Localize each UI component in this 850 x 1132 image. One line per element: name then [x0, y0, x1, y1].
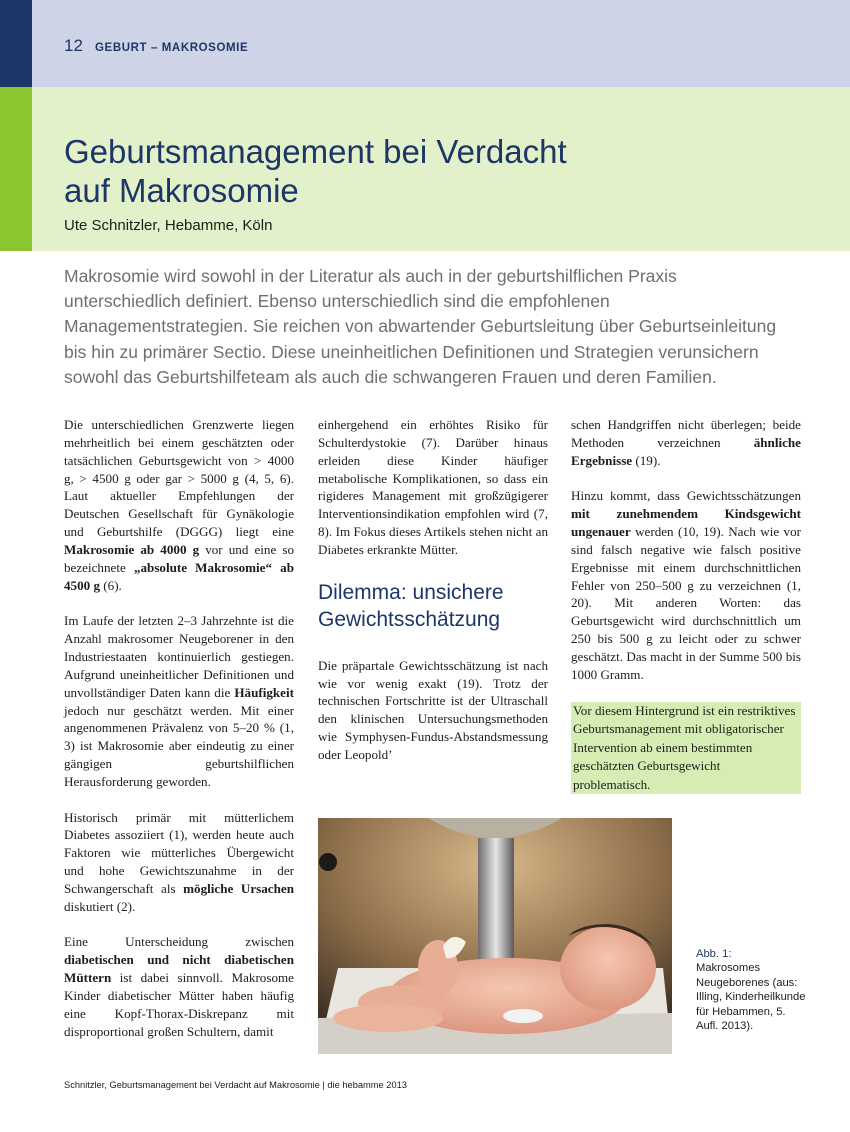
newborn-photo	[318, 818, 672, 1054]
header-accent-bar	[0, 0, 32, 87]
title-accent-bar	[0, 87, 32, 251]
footer-citation: Schnitzler, Geburtsmanagement bei Verdacht auf Makrosomie | die hebamme 2013	[64, 1080, 407, 1090]
paragraph: Die unterschiedlichen Grenzwerte liegen mehrheitlich bei einem geschätzten oder tatsächlichen Geburtsgewicht von > 4000 g, > 4500 g oder gar > 5000 g (4, 5, 6). Laut aktueller Empfehlungen der Deutschen Gesellschaft für Gynäkologie und Geburtshilfe (DGGG) liegt eine Makrosomie ab 4000 g vor und eine so bezeichnete „absolute Makrosomie“ ab 4500 g (6).	[64, 417, 295, 593]
figure-label: Abb. 1:	[696, 948, 732, 960]
article-title	[64, 132, 764, 210]
paragraph: Hinzu kommt, dass Gewichtsschätzungen mit zunehmendem Kindsgewicht ungenauer werden (10, 19). Nach wie vor sind falsch negative wie falsch positive Ergebnisse mit einem durchschnittlichen Fehler von 250–500 g zu verzeichnen (1, 20). Mit anderen Worten: das Geburtsgewicht wird durchschnittlich um 250 bis 500 g zu leicht oder zu schwer geschätzt. Das macht in der Summe 500 bis 1000 Gramm.	[571, 488, 801, 682]
section-heading: Dilemma: unsichere Gewichtsschätzung	[318, 580, 504, 631]
author-line: Ute Schnitzler, Hebamme, Köln	[64, 217, 273, 234]
title-line-1: Geburtsmanagement bei Verdacht	[64, 133, 567, 170]
paragraph: einhergehend ein erhöhtes Risiko für Schulterdystokie (7). Darüber hinaus erleiden diese Kinder häufiger metabolische Komplikationen, so dass ein rigideres Management mit großzügigerer Interventionsindikation empfohlen wird (7, 8). Im Fokus dieses Artikels stehen nicht an Diabetes erkrankte Mütter.	[318, 417, 548, 557]
text-column-1	[64, 416, 294, 1058]
figure-caption	[696, 947, 806, 1033]
paragraph: Im Laufe der letzten 2–3 Jahrzehnte ist die Anzahl makrosomer Neugeborener in den Industriestaaten kontinuierlich gestiegen. Aufgrund uneinheitlicher Definitionen und unvollständiger Daten kann die Häufigkeit jedoch nur geschätzt werden. Mit einer angenommenen Prävalenz von 5–20 % (1, 3) ist Makrosomie aber eindeutig zu einer gängigen geburtshilflichen Herausforderung geworden.	[64, 613, 294, 789]
paragraph: Die präpartale Gewichtsschätzung ist nach wie vor wenig exakt (19). Trotz der technischen Fortschritte ist der Ultraschall den klinischen Untersuchungsmethoden wie Symphysen-Fundus-Abstandsmessung oder Leopold’	[318, 657, 548, 762]
figure-caption-text: Makrosomes Neugeborenes (aus: Illing, Kinderheilkunde für Hebammen, 5. Aufl. 2013).	[696, 962, 806, 1033]
paragraph: Historisch primär mit mütterlichem Diabetes assoziiert (1), werden heute auch Faktoren wie mütterliches Übergewicht und hohe Gewichtszunahme in der Schwangerschaft als mögliche Ursachen diskutiert (2).	[64, 809, 294, 914]
page-number: 12	[64, 36, 83, 55]
highlighted-quote: Vor diesem Hintergrund ist ein restriktives Geburtsmanagement mit obligatorischer Intervention ab einem bestimmten geschätzten Geburtsgewicht problematisch.	[571, 702, 801, 795]
paragraph: schen Handgriffen nicht überlegen; beide Methoden verzeichnen ähnliche Ergebnisse (19).	[571, 417, 801, 468]
paragraph: Eine Unterscheidung zwischen diabetischen und nicht diabetischen Müttern ist dabei sinnvoll. Makrosome Kinder diabetischer Mütter haben häufig eine Kopf-Thorax-Diskrepanz mit disproportional großen Schultern, damit	[64, 934, 294, 1039]
lead-paragraph: Makrosomie wird sowohl in der Literatur als auch in der geburtshilflichen Praxis unterschiedlich definiert. Ebenso unterschiedlich sind die empfohlenen Managementstrategien. Sie reichen von abwartender Geburtsleitung über Geburtseinleitung bis hin zu primärer Sectio. Diese uneinheitlichen Definitionen und Strategien verunsichern sowohl das Geburtshilfeteam als auch die schwangeren Frauen und deren Familien.	[64, 266, 777, 387]
title-line-2: auf Makrosomie	[64, 172, 299, 209]
text-column-3	[571, 416, 801, 812]
section-label: GEBURT – MAKROSOMIE	[95, 42, 249, 54]
pull-quote	[571, 702, 801, 795]
text-column-2	[318, 416, 548, 782]
